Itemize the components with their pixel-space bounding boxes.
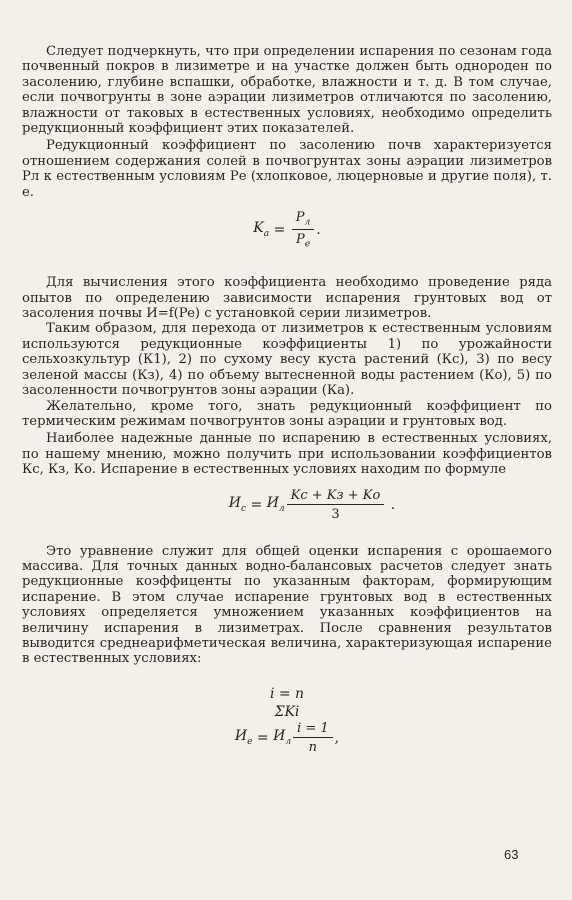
formula3-fraction: $\frac{i = 1}{n}$ (293, 721, 333, 755)
formula-mean-evaporation: i = n ΣKi $И_е$ = $И_л$ $\frac{i = 1}{n}$ , (234, 685, 340, 755)
formula2-fraction: $\frac{Kс + Kз + Kо}{3}$ (287, 488, 385, 522)
paragraph-2: Редукционный коэффициент по засолению почв характеризуется отношением содержания солей в почвогрунтах зоны аэрации лизиметров Pл к естественным условиям Pе (хлопковое, люцерновые и другие поля), т. е. (22, 138, 552, 200)
formula1-fraction: $\frac{P_л}{P_е}$ (292, 210, 314, 249)
paragraph-7: Это уравнение служит для общей оценки испарения с орошаемого массива. Для точных данных водно-балансовых расчетов следует знать редукционные коэффиценты по указанным факторам, формирующим испарение. В этом случае испарение грунтовых вод в естественных условиях определяется умножением указанных коэффициентов на величину испарения в лизиметрах. После сравнения результатов выводится среднеарифметическая величина, характеризующая испарение в естественных условиях: (22, 543, 552, 667)
paragraph-6: Наиболее надежные данные по испарению в естественных условиях, по нашему мнению, можно получить при использовании коэффициентов Кс, Кз, Ко. Испарение в естественных условиях находим по формуле (22, 431, 552, 478)
formula-natural-evaporation: $И_с$ = $И_л$ $\frac{Kс + Kз + Kо}{3}$ . (228, 487, 396, 522)
formula-reduction-coefficient: $K_а$ = $\frac{P_л}{P_е}$ . (253, 210, 321, 250)
page-body (22, 44, 552, 755)
paragraph-4: Таким образом, для перехода от лизиметров к естественным условиям используются редукционные коэффициенты 1) по урожайности сельхозкультур (К1), 2) по сухому весу куста растений (Кс), 3) по весу зеленой массы (Кз), 4) по объему вытесненной воды растением (Ко), 5) по засоленности почвогрунтов зоны аэрации (Ка). (22, 321, 552, 399)
formula1-lhs: $K_а$ (253, 220, 270, 240)
paragraph-3: Для вычисления этого коэффициента необходимо проведение ряда опытов по определению зависимости испарения грунтовых вод от засоления почвы И=f(Pe) с установкой серии лизиметров. (22, 275, 552, 322)
page-number: 63 (504, 847, 519, 862)
paragraph-5: Желательно, кроме того, знать редукционный коэффициент по термическим режимам почвогрунтов зоны аэрации и грунтовых вод. (22, 398, 552, 429)
paragraph-1: Следует подчеркнуть, что при определении испарения по сезонам года почвенный покров в лизиметре и на участке должен быть однороден по засолению, глубине вспашки, обработке, влажности и т. д. В том случае, если почвогрунты в зоне аэрации лизиметров отличаются по засолению, влажности от таковых в естественных условиях, необходимо определить редукционный коэффициент этих показателей. (22, 44, 552, 137)
